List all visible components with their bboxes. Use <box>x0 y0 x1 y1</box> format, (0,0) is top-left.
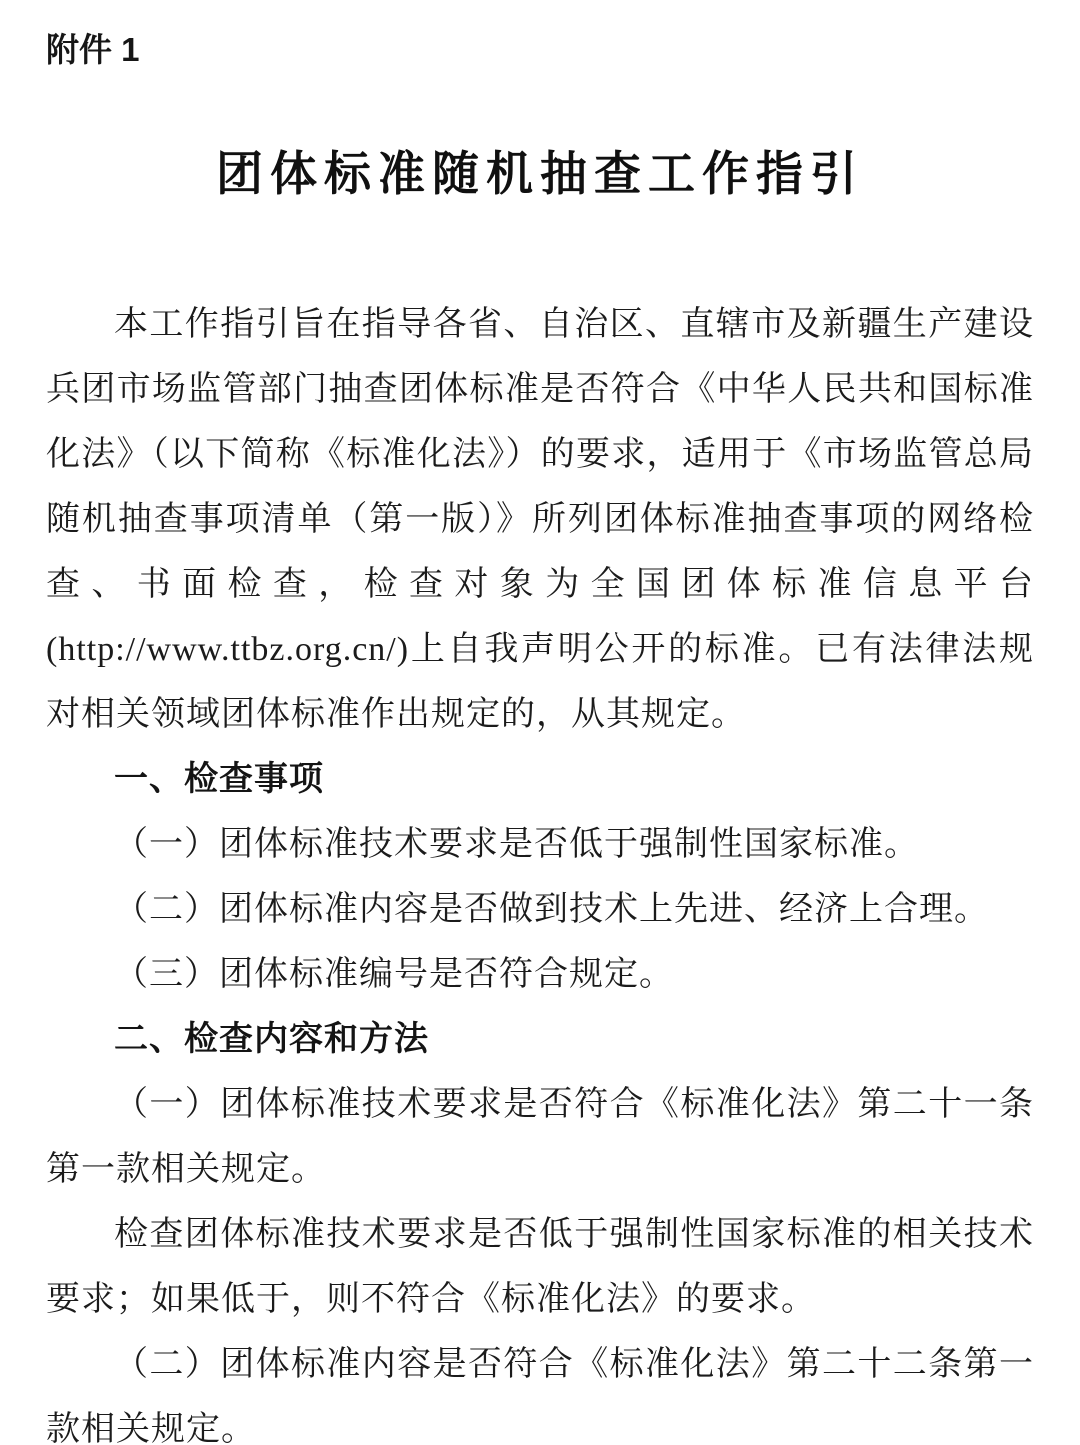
paragraph-item-2-2: （二）团体标准内容是否符合《标准化法》第二十二条第一款相关规定。 <box>46 1346 1034 1445</box>
document-title: 团体标准随机抽查工作指引 <box>216 149 864 201</box>
paragraph-item-1-1: （一）团体标准技术要求是否低于强制性国家标准。 <box>114 826 919 863</box>
paragraph-item-1-3: （三）团体标准编号是否符合规定。 <box>114 956 674 993</box>
section-heading-inspection-content-methods: 二、检查内容和方法 <box>114 1020 429 1058</box>
document-body <box>46 292 1034 1445</box>
section-heading-inspection-items: 一、检查事项 <box>114 760 324 798</box>
paragraph-item-2-1: （一）团体标准技术要求是否符合《标准化法》第二十一条第一款相关规定。 <box>46 1086 1034 1188</box>
attachment-label: 附件 1 <box>46 31 140 68</box>
paragraph-item-2-1-detail: 检查团体标准技术要求是否低于强制性国家标准的相关技术要求；如果低于，则不符合《标准化法》的要求。 <box>46 1216 1034 1318</box>
paragraph-item-1-2: （二）团体标准内容是否做到技术上先进、经济上合理。 <box>114 891 989 928</box>
paragraph-intro: 本工作指引旨在指导各省、自治区、直辖市及新疆生产建设兵团市场监管部门抽查团体标准是否符合《中华人民共和国标准化法》（以下简称《标准化法》）的要求，适用于《市场监管总局随机抽查事项清单（第一版）》所列团体标准抽查事项的网络检查、书面检查，检查对象为全国团体标准信息平台(http://www.ttbz.org.cn/)上自我声明公开的标准。已有法律法规对相关领域团体标准作出规定的，从其规定。 <box>46 306 1034 733</box>
